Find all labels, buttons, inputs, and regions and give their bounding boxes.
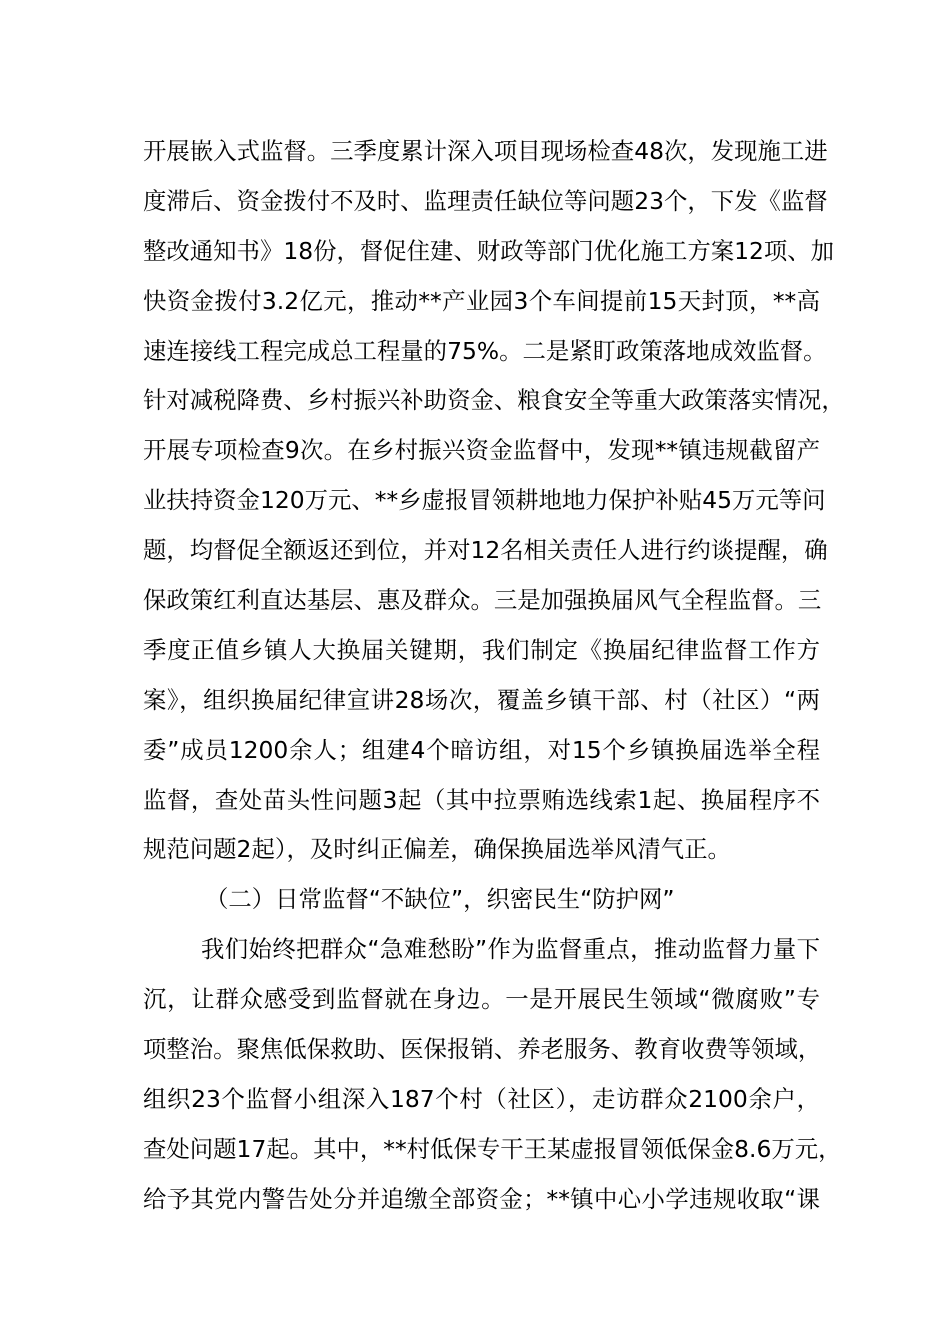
text-line: 开展嵌入式监督。三季度累计深入项目现场检查48次，发现施工进	[143, 137, 828, 165]
text-line: 度滞后、资金拨付不及时、监理责任缺位等问题23个，下发《监督	[143, 186, 828, 215]
text-line: 案》，组织换届纪律宣讲28场次，覆盖乡镇干部、村（社区）“两	[143, 685, 820, 714]
text-line: 开展专项检查9次。在乡村振兴资金监督中，发现**镇违规截留产	[143, 436, 820, 465]
text-line: 沉，让群众感受到监督就在身边。一是开展民生领域“微腐败”专	[143, 985, 820, 1014]
text-line: 针对减税降费、乡村振兴补助资金、粮食安全等重大政策落实情况，	[143, 386, 845, 415]
text-line: 题，均督促全额返还到位，并对12名相关责任人进行约谈提醒，确	[143, 536, 828, 565]
text-line: 速连接线工程完成总工程量的75%。二是紧盯政策落地成效监督。	[143, 336, 827, 365]
text-line: 业扶持资金120万元、**乡虚报冒领耕地地力保护补贴45万元等问	[143, 486, 826, 515]
text-line: 项整治。聚焦低保救助、医保报销、养老服务、教育收费等领域，	[143, 1035, 822, 1064]
text-line: 季度正值乡镇人大换届关键期，我们制定《换届纪律监督工作方	[143, 635, 820, 664]
text-line: 查处问题17起。其中，**村低保专干王某虚报冒领低保金8.6万元，	[143, 1134, 842, 1163]
text-line: 规范问题2起），及时纠正偏差，确保换届选举风清气正。	[143, 835, 731, 864]
text-line: 给予其党内警告处分并追缴全部资金；**镇中心小学违规收取“课	[143, 1184, 820, 1213]
section-heading: （二）日常监督“不缺位”，织密民生“防护网”	[205, 885, 675, 914]
document-body	[143, 127, 845, 1225]
text-line: 监督，查处苗头性问题3起（其中拉票贿选线索1起、换届程序不	[143, 785, 820, 814]
text-line: 组织23个监督小组深入187个村（社区），走访群众2100余户，	[143, 1084, 821, 1113]
text-line: 保政策红利直达基层、惠及群众。三是加强换届风气全程监督。三	[143, 586, 822, 615]
text-line: 快资金拨付3.2亿元，推动**产业园3个车间提前15天封顶，**高	[143, 286, 820, 315]
text-line: 我们始终把群众“急难愁盼”作为监督重点，推动监督力量下	[201, 935, 820, 964]
text-line: 整改通知书》18份，督促住建、财政等部门优化施工方案12项、加	[143, 236, 835, 265]
text-line: 委”成员1200余人；组建4个暗访组，对15个乡镇换届选举全程	[143, 735, 820, 764]
